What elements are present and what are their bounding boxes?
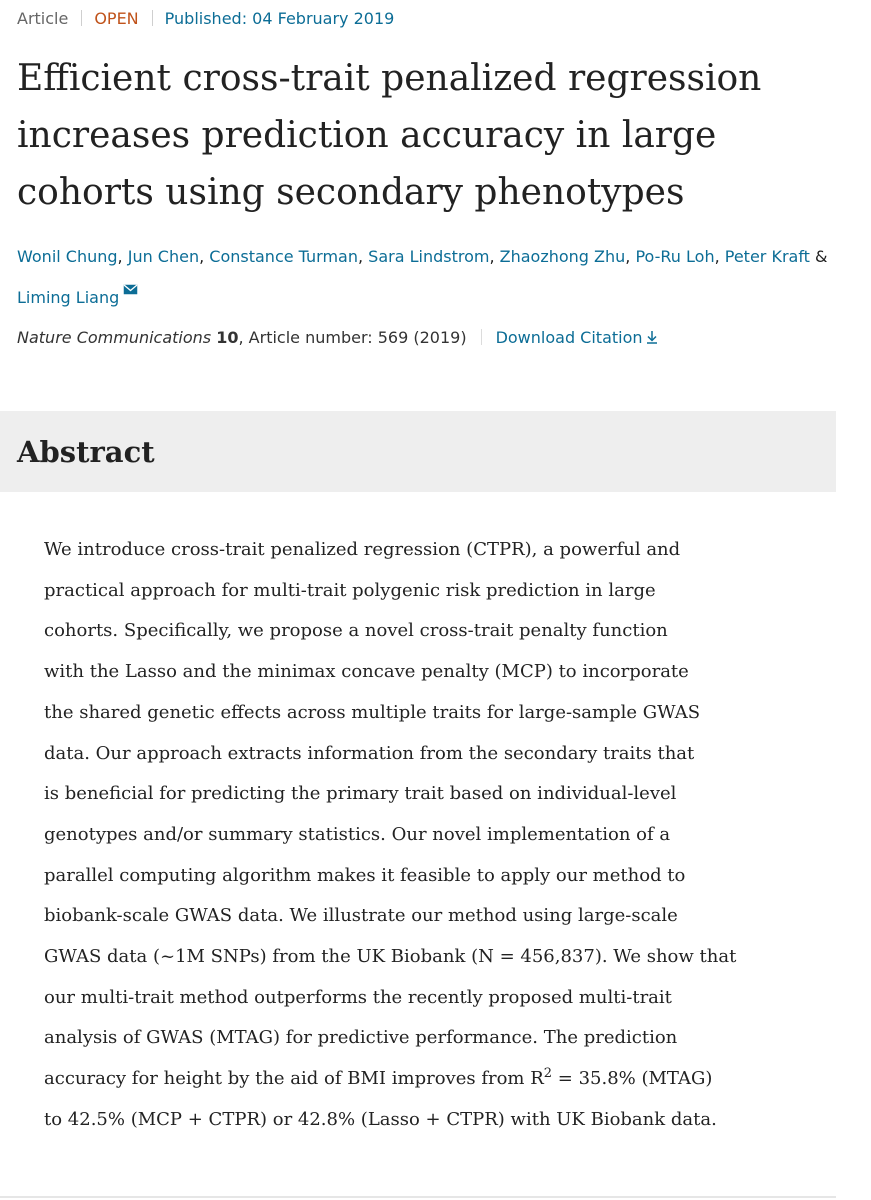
- author-link[interactable]: Zhaozhong Zhu: [499, 247, 626, 266]
- download-citation-link[interactable]: [496, 328, 658, 347]
- abstract-line: parallel computing algorithm makes it feasible to apply our method to: [44, 864, 686, 886]
- meta-divider: [152, 10, 153, 26]
- mail-icon[interactable]: [123, 273, 138, 306]
- r2-suffix: = 35.8% (MTAG): [552, 1068, 713, 1090]
- author-separator: ,: [117, 247, 128, 266]
- author-link[interactable]: Po-Ru Loh: [635, 247, 715, 266]
- journal-volume: 10: [216, 328, 239, 347]
- open-access-badge: OPEN: [94, 9, 139, 28]
- download-arrow-icon: [646, 328, 658, 350]
- abstract-line: our multi-trait method outperforms the recently proposed multi-trait: [44, 986, 672, 1008]
- citation-row: [17, 327, 658, 350]
- abstract-line: analysis of GWAS (MTAG) for predictive performance. The prediction: [44, 1027, 678, 1049]
- author-list: [17, 240, 837, 314]
- author-link[interactable]: Sara Lindstrom: [368, 247, 490, 266]
- abstract-line: with the Lasso and the minimax concave penalty (MCP) to incorporate: [44, 661, 689, 683]
- section-divider: [0, 1196, 836, 1198]
- article-number: , Article number: 569 (2019): [238, 328, 467, 347]
- author-separator: ,: [357, 247, 369, 266]
- author-separator: &: [809, 247, 828, 266]
- abstract-line-r2: [44, 1059, 844, 1100]
- author-separator: ,: [489, 247, 500, 266]
- r2-prefix: accuracy for height by the aid of BMI improves from R: [44, 1068, 544, 1090]
- abstract-header: [0, 411, 836, 492]
- download-citation-label: Download Citation: [495, 328, 643, 347]
- author-link[interactable]: Jun Chen: [127, 247, 200, 266]
- abstract-line: the shared genetic effects across multiple traits for large-sample GWAS: [44, 701, 701, 723]
- abstract-line: biobank-scale GWAS data. We illustrate our method using large-scale: [44, 905, 678, 927]
- author-separator: ,: [625, 247, 636, 266]
- citation-divider: [481, 329, 482, 345]
- abstract-text: [44, 530, 844, 1141]
- abstract-line: to 42.5% (MCP + CTPR) or 42.8% (Lasso + CTPR) with UK Biobank data.: [44, 1108, 717, 1130]
- author-link[interactable]: Peter Kraft: [724, 247, 810, 266]
- meta-divider: [81, 10, 82, 26]
- article-meta: [17, 8, 394, 30]
- author-link-corresponding[interactable]: Liming Liang: [17, 288, 120, 307]
- abstract-line: is beneficial for predicting the primary trait based on individual-level: [44, 783, 677, 805]
- author-link[interactable]: Constance Turman: [209, 247, 358, 266]
- abstract-line: practical approach for multi-trait polygenic risk prediction in large: [44, 579, 656, 601]
- abstract-line: data. Our approach extracts information from the secondary traits that: [44, 742, 695, 764]
- journal-name: Nature Communications: [17, 328, 212, 347]
- abstract-line: We introduce cross-trait penalized regression (CTPR), a powerful and: [44, 539, 681, 560]
- article-type: Article: [17, 9, 69, 28]
- abstract-heading: Abstract: [17, 435, 155, 469]
- author-separator: ,: [199, 247, 210, 266]
- author-link[interactable]: Wonil Chung: [17, 247, 118, 266]
- r2-superscript: 2: [543, 1066, 553, 1082]
- abstract-line: GWAS data (~1M SNPs) from the UK Biobank (N = 456,837). We show that: [44, 946, 737, 968]
- abstract-line: genotypes and/or summary statistics. Our novel implementation of a: [44, 823, 671, 845]
- published-date: Published: 04 February 2019: [164, 9, 395, 28]
- author-separator: ,: [714, 247, 725, 266]
- abstract-line: cohorts. Specifically, we propose a novel cross-trait penalty function: [44, 620, 668, 642]
- article-title: Efficient cross-trait penalized regression increases prediction accuracy in large cohorts using secondary phenotypes: [17, 58, 762, 213]
